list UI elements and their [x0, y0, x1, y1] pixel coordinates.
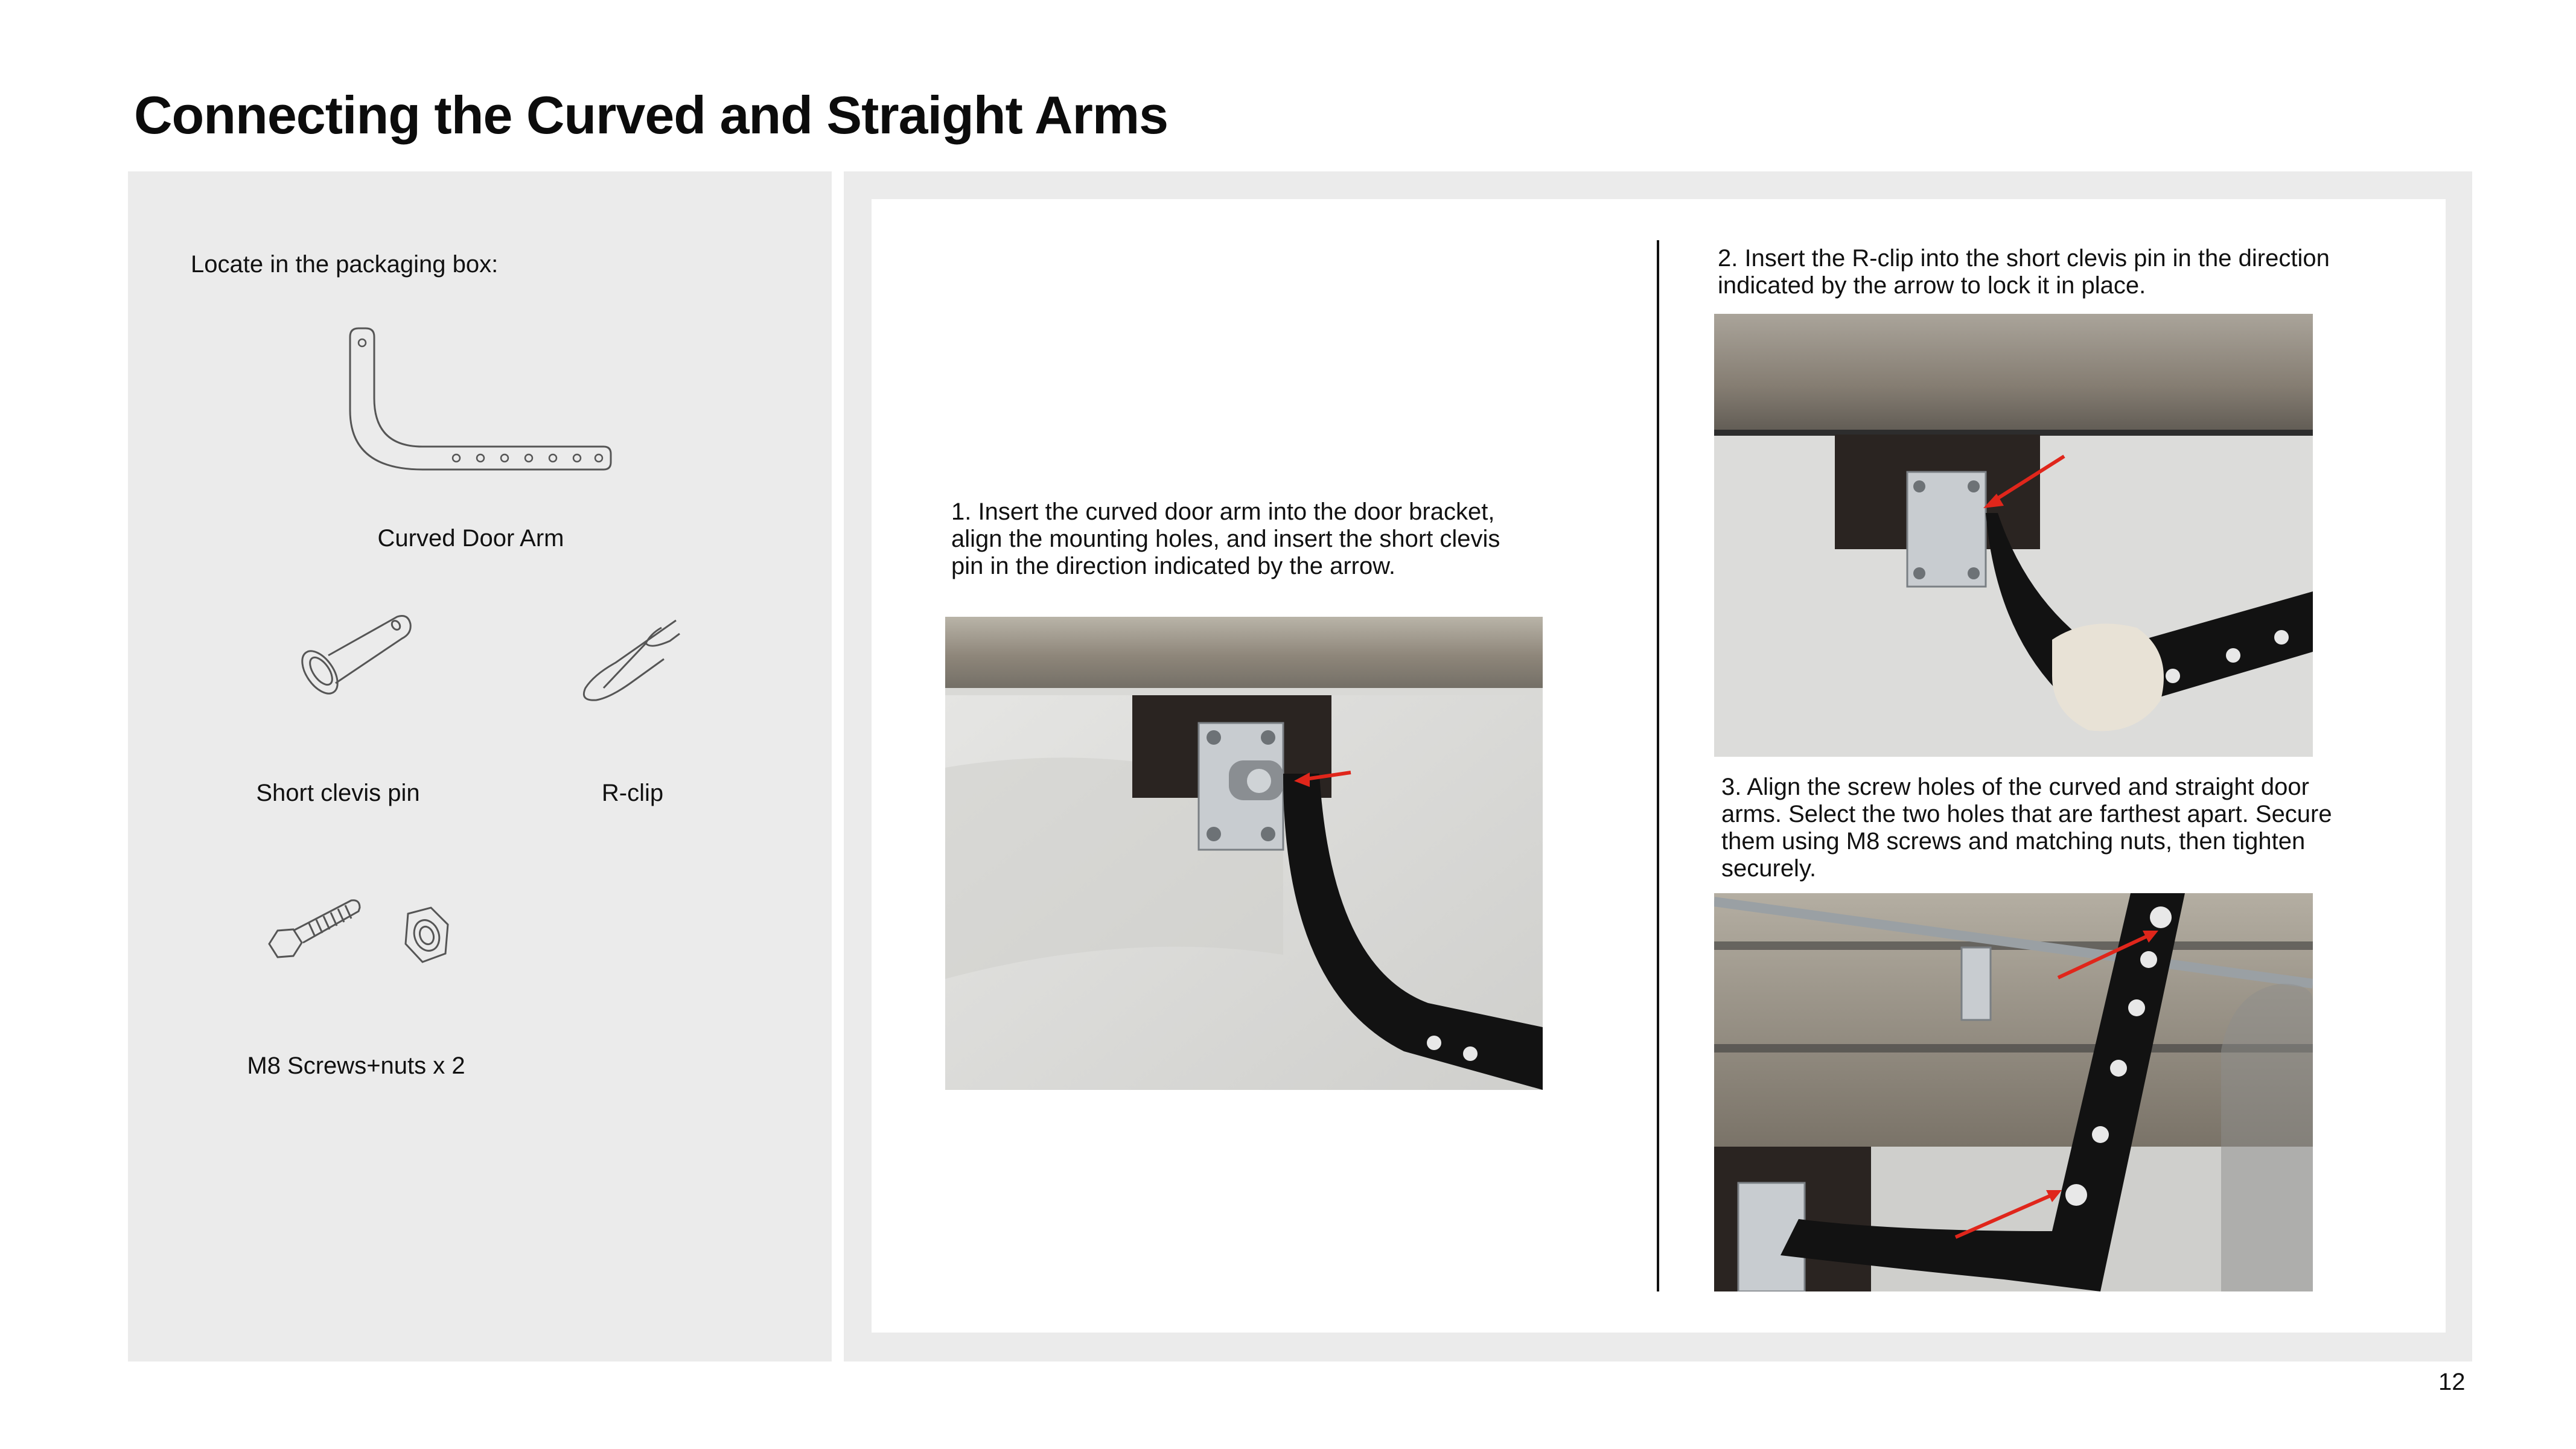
- curved-door-arm-icon: [338, 326, 628, 483]
- step1-photo: [945, 617, 1543, 1090]
- screws-label: M8 Screws+nuts x 2: [247, 1053, 465, 1079]
- step3-line: securely.: [1721, 855, 1817, 882]
- step-divider: [1657, 240, 1659, 1291]
- step1-line: 1. Insert the curved door arm into the door bracket,: [951, 498, 1495, 525]
- step1-line: pin in the direction indicated by the arrow.: [951, 553, 1395, 579]
- step1-text: [951, 498, 1500, 580]
- step3-line: arms. Select the two holes that are farthest apart. Secure: [1721, 801, 2332, 827]
- step2-line: 2. Insert the R-clip into the short clevis pin in the direction: [1718, 245, 2330, 272]
- step2-line: indicated by the arrow to lock it in place.: [1718, 272, 2146, 299]
- step1-line: align the mounting holes, and insert the short clevis: [951, 526, 1500, 552]
- curved-arm-label: Curved Door Arm: [377, 525, 564, 552]
- parts-intro: Locate in the packaging box:: [191, 251, 499, 278]
- clevis-pin-icon: [296, 610, 416, 706]
- step2-text: [1718, 245, 2330, 299]
- clevis-pin-label: Short clevis pin: [256, 780, 420, 806]
- step3-photo: [1714, 893, 2313, 1291]
- rclip-label: R-clip: [601, 780, 664, 806]
- m8-screw-icon: [266, 893, 362, 972]
- step3-line: 3. Align the screw holes of the curved and straight door: [1721, 774, 2309, 800]
- nut-icon: [400, 904, 454, 970]
- step2-photo: [1714, 314, 2313, 757]
- page-title: Connecting the Curved and Straight Arms: [134, 85, 1168, 145]
- r-clip-icon: [579, 616, 682, 706]
- step3-line: them using M8 screws and matching nuts, then tighten: [1721, 828, 2306, 855]
- step3-text: [1721, 774, 2332, 882]
- page-number: 12: [2438, 1369, 2466, 1395]
